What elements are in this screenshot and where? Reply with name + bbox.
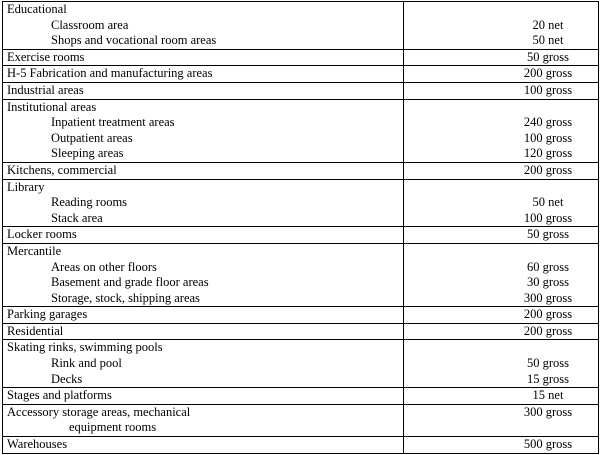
function-label: Residential xyxy=(7,323,64,338)
load-factor-value: 200 gross xyxy=(523,307,573,322)
load-factor-value: 50 gross xyxy=(526,49,570,64)
sub-function-label: Decks xyxy=(51,371,83,386)
function-label: Institutional areas xyxy=(7,99,97,114)
function-label: Educational xyxy=(7,2,67,16)
function-cell xyxy=(3,340,404,388)
function-cell xyxy=(3,162,404,179)
function-label: Kitchens, commercial xyxy=(7,162,117,177)
sub-function-label: Stack area xyxy=(51,210,103,225)
function-label: H-5 Fabrication and manufacturing areas xyxy=(7,66,213,81)
load-factor-cell xyxy=(404,243,599,306)
sub-load-factor: 100 gross xyxy=(523,210,573,225)
value-spacer xyxy=(498,100,598,116)
load-factor-value: 200 gross xyxy=(523,162,573,177)
table-row xyxy=(3,340,599,388)
load-factor-cell xyxy=(404,404,599,436)
load-factor-value: 300 gross xyxy=(523,404,573,419)
function-label: Exercise rooms xyxy=(7,49,85,64)
sub-function-label: Outpatient areas xyxy=(51,130,133,145)
sub-load-factor: 60 gross xyxy=(526,259,570,274)
value-spacer xyxy=(498,180,598,196)
table-row xyxy=(3,2,599,50)
sub-load-factor: 240 gross xyxy=(523,115,573,130)
load-factor-value: 200 gross xyxy=(523,323,573,338)
load-factor-cell xyxy=(404,307,599,324)
load-factor-value: 200 gross xyxy=(523,66,573,81)
sub-load-factor: 50 gross xyxy=(526,356,570,371)
table-row xyxy=(3,82,599,99)
sub-load-factor: 50 net xyxy=(532,195,564,210)
function-cell xyxy=(3,323,404,340)
value-spacer xyxy=(498,244,598,260)
function-cell xyxy=(3,179,404,227)
sub-load-factor: 100 gross xyxy=(523,130,573,145)
value-spacer xyxy=(498,340,598,356)
table-body xyxy=(3,2,599,454)
load-factor-value: 15 net xyxy=(532,388,564,403)
function-cell xyxy=(3,307,404,324)
sub-load-factor: 50 net xyxy=(532,33,564,48)
sub-function-label: Reading rooms xyxy=(51,195,128,210)
function-label: Mercantile xyxy=(7,243,62,258)
table-row xyxy=(3,243,599,306)
function-label: Accessory storage areas, mechanical xyxy=(7,404,191,419)
function-label: Skating rinks, swimming pools xyxy=(7,340,163,355)
load-factor-cell xyxy=(404,340,599,388)
load-factor-cell xyxy=(404,227,599,244)
table-row xyxy=(3,179,599,227)
table-row xyxy=(3,227,599,244)
function-label: Warehouses xyxy=(7,437,68,452)
sub-function-label: Storage, stock, shipping areas xyxy=(51,290,200,305)
table-row xyxy=(3,323,599,340)
function-cell xyxy=(3,66,404,83)
function-cell xyxy=(3,437,404,454)
function-cell xyxy=(3,388,404,405)
load-factor-value: 500 gross xyxy=(523,437,573,452)
sub-function-label: Sleeping areas xyxy=(51,146,124,161)
function-label: Parking garages xyxy=(7,307,88,322)
function-cell xyxy=(3,404,404,436)
table-row xyxy=(3,388,599,405)
sub-function-label: Inpatient treatment areas xyxy=(51,115,175,130)
function-cell xyxy=(3,82,404,99)
sub-function-label: Classroom area xyxy=(51,17,129,32)
load-factor-value: 50 gross xyxy=(526,227,570,242)
function-label: Industrial areas xyxy=(7,82,84,97)
sub-function-label: Basement and grade floor areas xyxy=(51,275,209,290)
function-label: Locker rooms xyxy=(7,227,77,242)
function-cell xyxy=(3,49,404,66)
sub-load-factor: 30 gross xyxy=(526,275,570,290)
function-cell xyxy=(3,243,404,306)
sub-load-factor: 15 gross xyxy=(526,371,570,386)
load-factor-cell xyxy=(404,323,599,340)
function-label: Stages and platforms xyxy=(7,388,112,403)
sub-function-label: Shops and vocational room areas xyxy=(51,33,217,48)
load-factor-cell xyxy=(404,388,599,405)
function-cell xyxy=(3,2,404,50)
load-factor-value: 100 gross xyxy=(523,82,573,97)
function-cell xyxy=(3,227,404,244)
sub-load-factor: 120 gross xyxy=(523,146,573,161)
table-row xyxy=(3,162,599,179)
table-row xyxy=(3,307,599,324)
occupant-load-table xyxy=(2,1,599,454)
load-factor-cell xyxy=(404,66,599,83)
table-row xyxy=(3,49,599,66)
sub-load-factor: 20 net xyxy=(532,17,564,32)
table-row xyxy=(3,437,599,454)
function-label-continuation: equipment rooms xyxy=(69,420,157,435)
load-factor-cell xyxy=(404,437,599,454)
load-factor-cell xyxy=(404,179,599,227)
function-label: Library xyxy=(7,179,45,194)
sub-function-label: Rink and pool xyxy=(51,356,122,371)
table-row xyxy=(3,66,599,83)
load-factor-cell xyxy=(404,2,599,50)
table-row xyxy=(3,99,599,162)
load-factor-cell xyxy=(404,82,599,99)
sub-load-factor: 300 gross xyxy=(523,290,573,305)
table-row xyxy=(3,404,599,436)
load-factor-cell xyxy=(404,162,599,179)
load-factor-cell xyxy=(404,49,599,66)
sub-function-label: Areas on other floors xyxy=(51,259,157,274)
function-cell xyxy=(3,99,404,162)
load-factor-cell xyxy=(404,99,599,162)
value-spacer xyxy=(498,2,598,18)
